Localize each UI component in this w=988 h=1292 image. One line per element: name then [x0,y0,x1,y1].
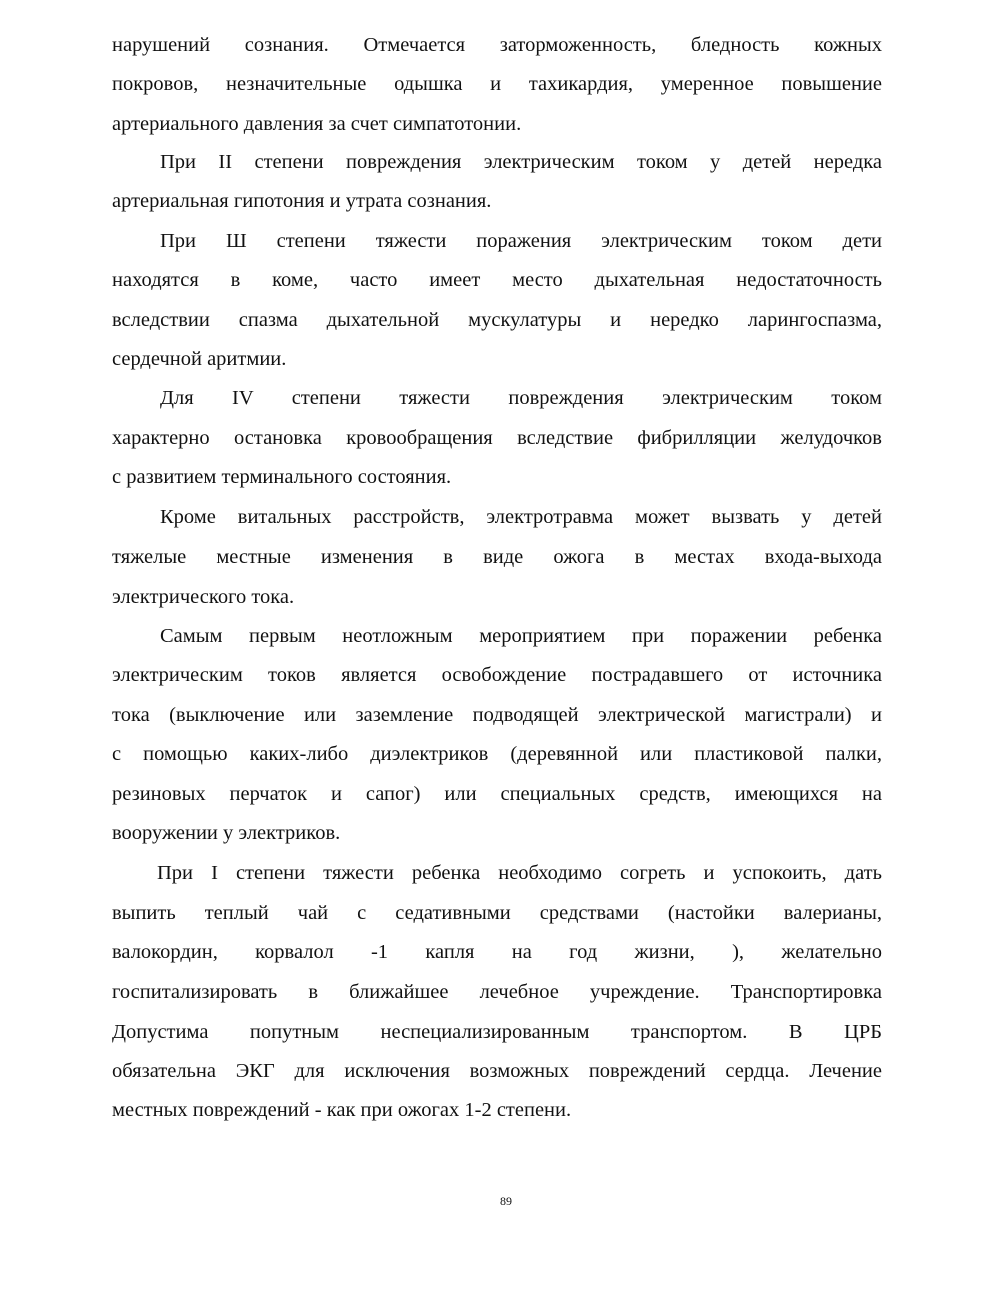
text-line: местных повреждений - как при ожогах 1-2 степени. [112,1099,572,1121]
text-line: артериального давления за счет симпатотонии. [112,113,522,135]
text-line: покровов, незначительные одышка и тахикардия, умеренное повышение [112,73,882,95]
text-line: вследствии спазма дыхательной мускулатуры и нередко ларингоспазма, [112,309,882,331]
text-line: характерно остановка кровообращения вследствие фибрилляции желудочков [112,427,882,449]
text-line: Для IV степени тяжести повреждения электрическим током [160,387,882,409]
text-line: вооружении у электриков. [112,822,341,844]
text-line: сердечной аритмии. [112,348,287,370]
text-line: обязательна ЭКГ для исключения возможных повреждений сердца. Лечение [112,1060,882,1082]
text-line: выпить теплый чай с седативными средствами (настойки валерианы, [112,902,882,924]
page-number: 89 [500,1194,512,1208]
text-line: При II степени повреждения электрическим током у детей нередка [160,151,882,173]
text-line: Допустима попутным неспециализированным транспортом. В ЦРБ [112,1021,882,1043]
text-line: госпитализировать в ближайшее лечебное учреждение. Транспортировка [112,981,882,1003]
text-line: с помощью каких-либо диэлектриков (деревянной или пластиковой палки, [112,743,882,765]
text-line: тока (выключение или заземление подводящей электрической магистрали) и [112,704,882,726]
text-line: При Ш степени тяжести поражения электрическим током дети [160,230,882,252]
text-line: нарушений сознания. Отмечается заторможенность, бледность кожных [112,34,882,56]
text-line: валокордин, корвалол -1 капля на год жизни, ), желательно [112,941,882,963]
text-line: резиновых перчаток и сапог) или специальных средств, имеющихся на [112,783,882,805]
text-line: электрическим токов является освобождение пострадавшего от источника [112,664,882,686]
text-line: тяжелые местные изменения в виде ожога в местах входа-выхода [112,546,882,568]
text-line: находятся в коме, часто имеет место дыхательная недостаточность [112,269,882,291]
text-line: Кроме витальных расстройств, электротравма может вызвать у детей [160,506,882,528]
text-line: Самым первым неотложным мероприятием при поражении ребенка [160,625,882,647]
text-line: При I степени тяжести ребенка необходимо согреть и успокоить, дать [157,862,882,884]
text-line: артериальная гипотония и утрата сознания. [112,190,492,212]
text-line: электрического тока. [112,586,295,608]
text-line: с развитием терминального состояния. [112,466,452,488]
